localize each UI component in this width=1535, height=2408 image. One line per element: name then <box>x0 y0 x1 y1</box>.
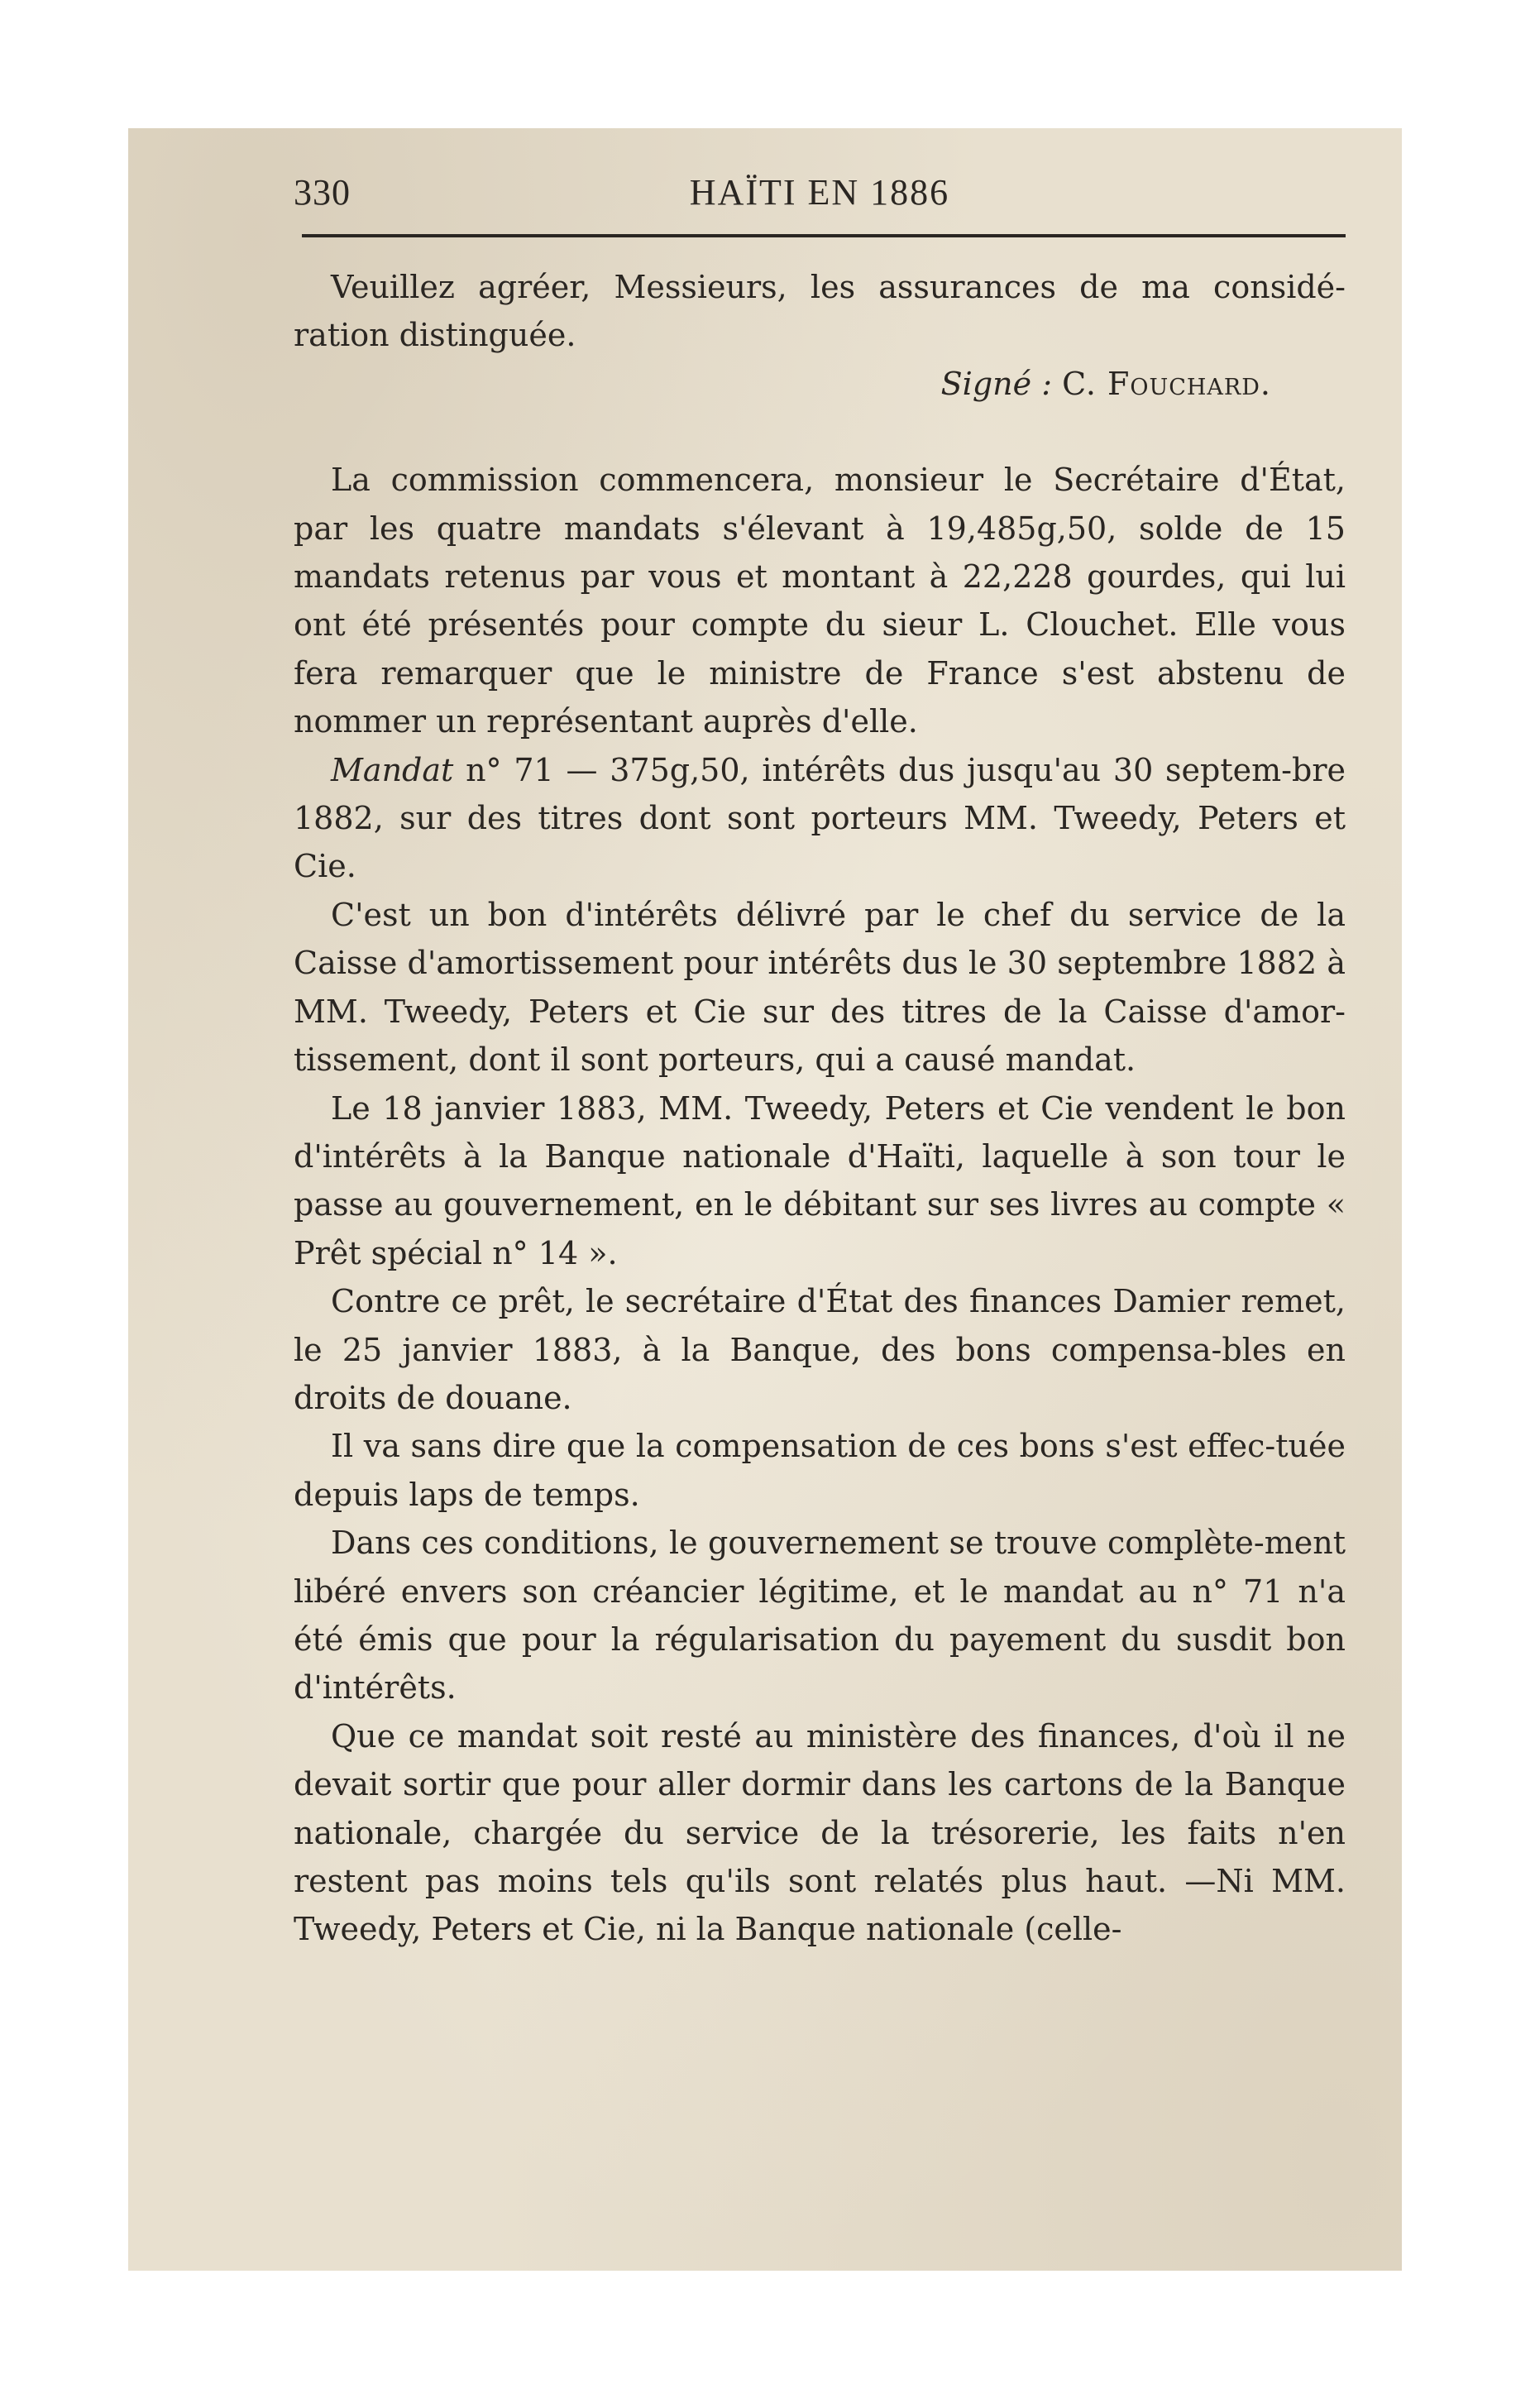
page-header <box>294 171 1346 229</box>
paragraph-6: Il va sans dire que la compensation de ces bons s'est effec-tuée depuis laps de temps. <box>294 1428 1346 1513</box>
paragraph-2 <box>294 746 1346 891</box>
paragraph-8: Que ce mandat soit resté au ministère des finances, d'où il ne devait sortir que pour aller dormir dans les cartons de la Banque nationale, chargée du service de la trésorerie, les faits n'en restent pas moins tels qu'ils sont relatés plus haut. —Ni MM. Tweedy, Peters et Cie, ni la Banque nationale (celle- <box>294 1717 1346 1948</box>
paragraph-5: Contre ce prêt, le secrétaire d'État des finances Damier remet, le 25 janvier 1883, à la Banque, des bons compensa-bles en droits de douane. <box>294 1283 1346 1416</box>
page-number: 330 <box>294 172 351 213</box>
book-page <box>128 128 1402 2271</box>
paragraph-7: Dans ces conditions, le gouvernement se trouve complète-ment libéré envers son créancier légitime, et le mandat au n° 71 n'a été émis que pour la régularisation du payement du susdit bon d'intérêts. <box>294 1525 1346 1707</box>
paragraph-4: Le 18 janvier 1883, MM. Tweedy, Peters et Cie vendent le bon d'intérêts à la Banque nationale d'Haïti, laquelle à son tour le passe au gouvernement, en le débitant sur ses livres au compte « Prêt spécial n° 14 ». <box>294 1089 1346 1271</box>
running-title: HAÏTI EN 1886 <box>689 172 950 213</box>
paragraph-3: C'est un bon d'intérêts délivré par le chef du service de la Caisse d'amortissement pour intérêts dus le 30 septembre 1882 à MM. Tweedy, Peters et Cie sur des titres de la Caisse d'amor-tissement, dont il sont porteurs, qui a causé mandat. <box>294 896 1346 1079</box>
signature-line <box>294 360 1346 408</box>
signed-label: Signé : <box>940 365 1052 402</box>
header-rule <box>302 234 1346 237</box>
paragraph-1: La commission commencera, monsieur le Secrétaire d'État, par les quatre mandats s'élevant à 19,485g,50, solde de 15 mandats retenus par vous et montant à 22,228 gourdes, qui lui ont été présentés pour compte du sieur L. Clouchet. Elle vous fera remarquer que le ministre de France s'est abstenu de nommer un représentant auprès d'elle. <box>294 462 1346 740</box>
paragraph-2-lead: Mandat <box>331 751 454 788</box>
body-text <box>294 263 1346 1954</box>
closing-salutation: Veuillez agréer, Messieurs, les assurances de ma considé-ration distinguée. <box>294 269 1346 354</box>
signed-name: C. Fouchard. <box>1062 365 1271 402</box>
paragraph-2-text: n° 71 — 375g,50, intérêts dus jusqu'au 30 septem-bre 1882, sur des titres dont sont porteurs MM. Tweedy, Peters et Cie. <box>294 751 1346 885</box>
